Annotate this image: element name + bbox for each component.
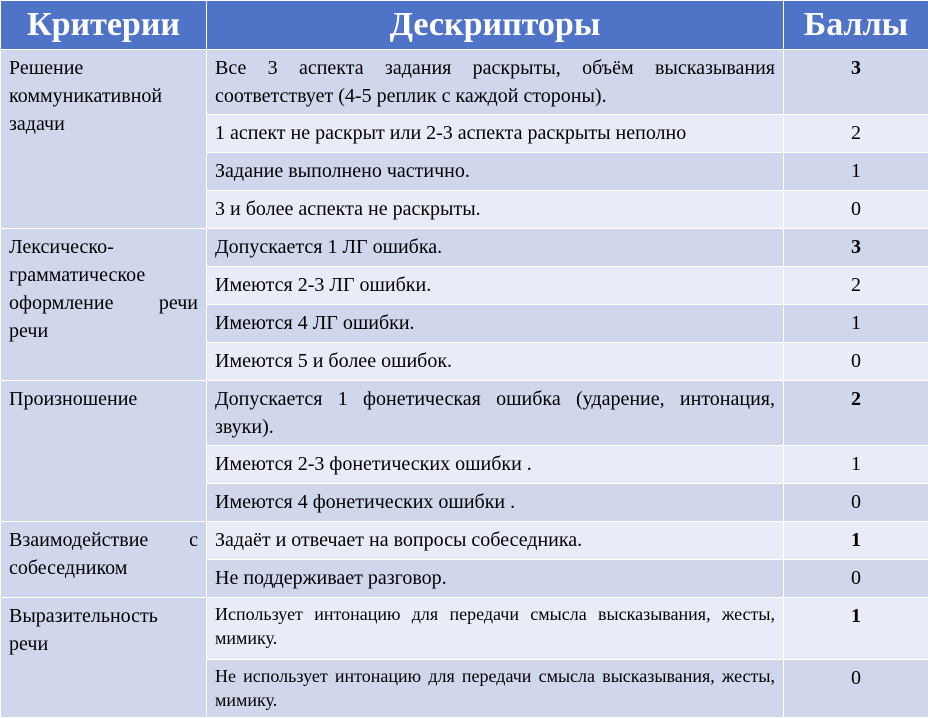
score-cell: 1 [784, 522, 928, 560]
criterion-cell: Выразительность речи [1, 598, 207, 718]
descriptor-cell: Задание выполнено частично. [207, 153, 784, 191]
score-cell: 3 [784, 50, 928, 115]
header-criteria: Критерии [1, 1, 207, 50]
criterion-cell: Лексическо-грамматическое оформление речи речи [1, 229, 207, 381]
score-cell: 3 [784, 229, 928, 267]
criterion-cell: Решение коммуникативной задачи [1, 50, 207, 229]
table-row [1, 50, 928, 115]
criterion-cell: Произношение [1, 381, 207, 522]
score-cell: 1 [784, 153, 928, 191]
header-score: Баллы [784, 1, 928, 50]
criterion-cell: Взаимодействие с собеседником [1, 522, 207, 598]
score-cell: 0 [784, 191, 928, 229]
table-row [1, 381, 928, 446]
descriptor-cell: Имеются 4 фонетических ошибки . [207, 484, 784, 522]
descriptor-cell: 1 аспект не раскрыт или 2-3 аспекта раскрыты неполно [207, 115, 784, 153]
descriptor-cell: Допускается 1 фонетическая ошибка (ударение, интонация, звуки). [207, 381, 784, 446]
score-cell: 1 [784, 446, 928, 484]
score-cell: 0 [784, 660, 928, 718]
header-row [1, 1, 928, 50]
descriptor-cell: Имеются 2-3 ЛГ ошибки. [207, 267, 784, 305]
score-cell: 2 [784, 115, 928, 153]
table-row [1, 598, 928, 660]
score-cell: 0 [784, 560, 928, 598]
descriptor-cell: Использует интонацию для передачи смысла высказывания, жесты, мимику. [207, 598, 784, 660]
descriptor-cell: Все 3 аспекта задания раскрыты, объём высказывания соответствует (4-5 реплик с каждой стороны). [207, 50, 784, 115]
descriptor-cell: Не использует интонацию для передачи смысла высказывания, жесты, мимику. [207, 660, 784, 718]
score-cell: 1 [784, 598, 928, 660]
descriptor-cell: Имеются 5 и более ошибок. [207, 343, 784, 381]
descriptor-cell: Имеются 2-3 фонетических ошибки . [207, 446, 784, 484]
table-row [1, 522, 928, 560]
descriptor-cell: Задаёт и отвечает на вопросы собеседника. [207, 522, 784, 560]
score-cell: 0 [784, 343, 928, 381]
descriptor-cell: Имеются 4 ЛГ ошибки. [207, 305, 784, 343]
table-row [1, 229, 928, 267]
score-cell: 1 [784, 305, 928, 343]
score-cell: 0 [784, 484, 928, 522]
descriptor-cell: 3 и более аспекта не раскрыты. [207, 191, 784, 229]
header-descriptors: Дескрипторы [207, 1, 784, 50]
score-cell: 2 [784, 267, 928, 305]
descriptor-cell: Допускается 1 ЛГ ошибка. [207, 229, 784, 267]
score-cell: 2 [784, 381, 928, 446]
descriptor-cell: Не поддерживает разговор. [207, 560, 784, 598]
